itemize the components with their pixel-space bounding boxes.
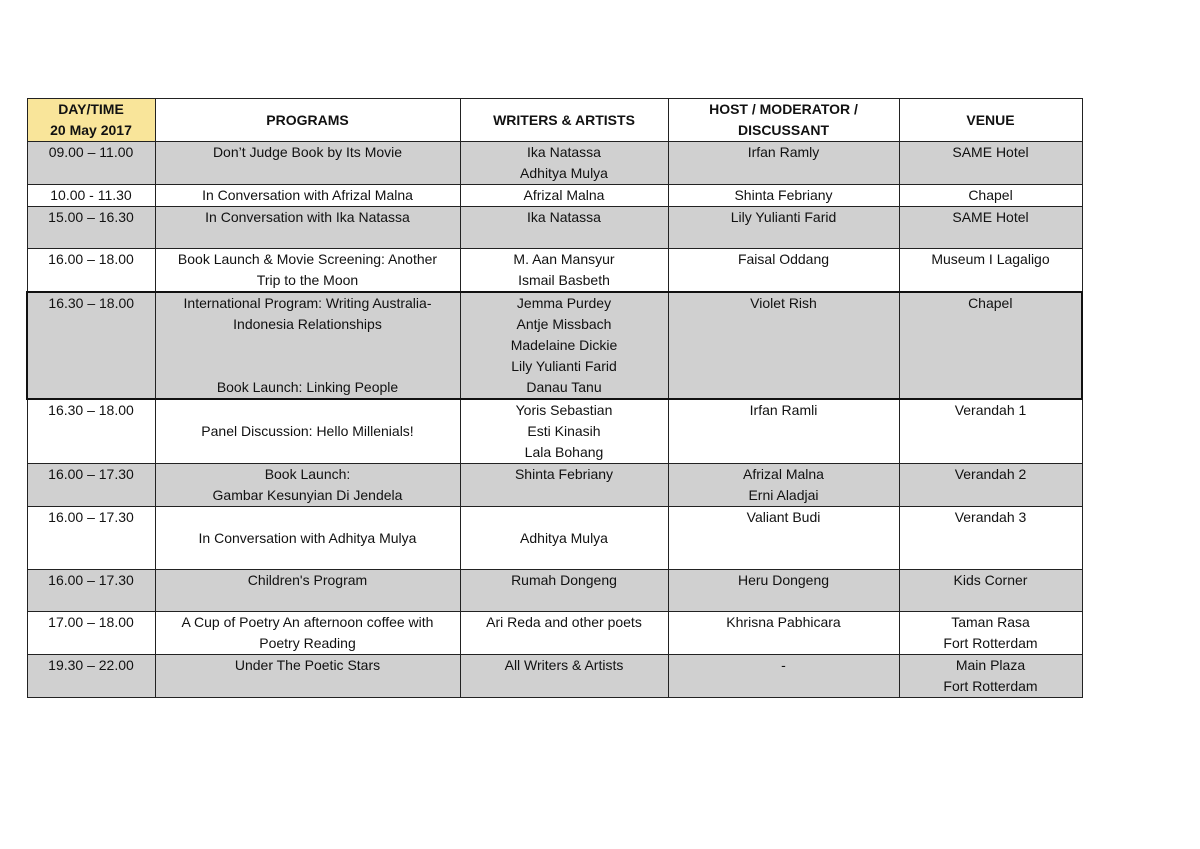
header-venue: VENUE [899,99,1082,142]
program-cell: International Program: Writing Australia- Indonesia Relationships Book Launch: Linking People [155,292,460,399]
program-cell: A Cup of Poetry An afternoon coffee with Poetry Reading [155,612,460,655]
writers-cell: Ika Natassa [460,207,668,249]
venue-cell: SAME Hotel [899,142,1082,185]
program-cell: In Conversation with Afrizal Malna [155,185,460,207]
host-cell: Shinta Febriany [668,185,899,207]
table-row [27,570,1082,612]
time-cell: 17.00 – 18.00 [27,612,155,655]
writers-cell: All Writers & Artists [460,655,668,698]
time-cell: 16.30 – 18.00 [27,399,155,464]
header-row [27,99,1082,142]
program-cell: Book Launch & Movie Screening: Another Trip to the Moon [155,249,460,293]
venue-cell: SAME Hotel [899,207,1082,249]
venue-cell: Chapel [899,292,1082,399]
time-cell: 09.00 – 11.00 [27,142,155,185]
program-cell: In Conversation with Ika Natassa [155,207,460,249]
host-cell: Heru Dongeng [668,570,899,612]
venue-cell: Verandah 2 [899,464,1082,507]
host-cell: Faisal Oddang [668,249,899,293]
venue-cell: Taman Rasa Fort Rotterdam [899,612,1082,655]
host-cell: Valiant Budi [668,507,899,570]
table-row [27,142,1082,185]
writers-cell: Adhitya Mulya [460,507,668,570]
host-cell: Irfan Ramli [668,399,899,464]
host-cell: Lily Yulianti Farid [668,207,899,249]
venue-cell: Museum I Lagaligo [899,249,1082,293]
header-writers: WRITERS & ARTISTS [460,99,668,142]
program-cell: Under The Poetic Stars [155,655,460,698]
table-row [27,292,1082,399]
venue-cell: Main Plaza Fort Rotterdam [899,655,1082,698]
time-cell: 19.30 – 22.00 [27,655,155,698]
writers-cell: Yoris Sebastian Esti Kinasih Lala Bohang [460,399,668,464]
program-cell: Children's Program [155,570,460,612]
program-cell: Don’t Judge Book by Its Movie [155,142,460,185]
writers-cell: Ari Reda and other poets [460,612,668,655]
venue-cell: Verandah 1 [899,399,1082,464]
venue-cell: Chapel [899,185,1082,207]
host-cell: Khrisna Pabhicara [668,612,899,655]
header-host: HOST / MODERATOR / DISCUSSANT [668,99,899,142]
time-cell: 16.30 – 18.00 [27,292,155,399]
program-cell: Book Launch: Gambar Kesunyian Di Jendela [155,464,460,507]
time-cell: 16.00 – 17.30 [27,570,155,612]
table-row [27,185,1082,207]
header-programs: PROGRAMS [155,99,460,142]
venue-cell: Verandah 3 [899,507,1082,570]
host-cell: Afrizal Malna Erni Aladjai [668,464,899,507]
writers-cell: Shinta Febriany [460,464,668,507]
schedule-table [26,98,1083,698]
table-row [27,507,1082,570]
table-row [27,399,1082,464]
writers-cell: Jemma Purdey Antje Missbach Madelaine Dickie Lily Yulianti Farid Danau Tanu [460,292,668,399]
header-day-time: DAY/TIME 20 May 2017 [27,99,155,142]
program-cell: Panel Discussion: Hello Millenials! [155,399,460,464]
table-row [27,655,1082,698]
time-cell: 16.00 – 18.00 [27,249,155,293]
time-cell: 10.00 - 11.30 [27,185,155,207]
writers-cell: Ika Natassa Adhitya Mulya [460,142,668,185]
program-cell: In Conversation with Adhitya Mulya [155,507,460,570]
writers-cell: Afrizal Malna [460,185,668,207]
venue-cell: Kids Corner [899,570,1082,612]
table-row [27,249,1082,293]
host-cell: Irfan Ramly [668,142,899,185]
host-cell: - [668,655,899,698]
time-cell: 16.00 – 17.30 [27,464,155,507]
host-cell: Violet Rish [668,292,899,399]
table-row [27,612,1082,655]
table-row [27,207,1082,249]
time-cell: 16.00 – 17.30 [27,507,155,570]
writers-cell: Rumah Dongeng [460,570,668,612]
time-cell: 15.00 – 16.30 [27,207,155,249]
table-row [27,464,1082,507]
writers-cell: M. Aan Mansyur Ismail Basbeth [460,249,668,293]
